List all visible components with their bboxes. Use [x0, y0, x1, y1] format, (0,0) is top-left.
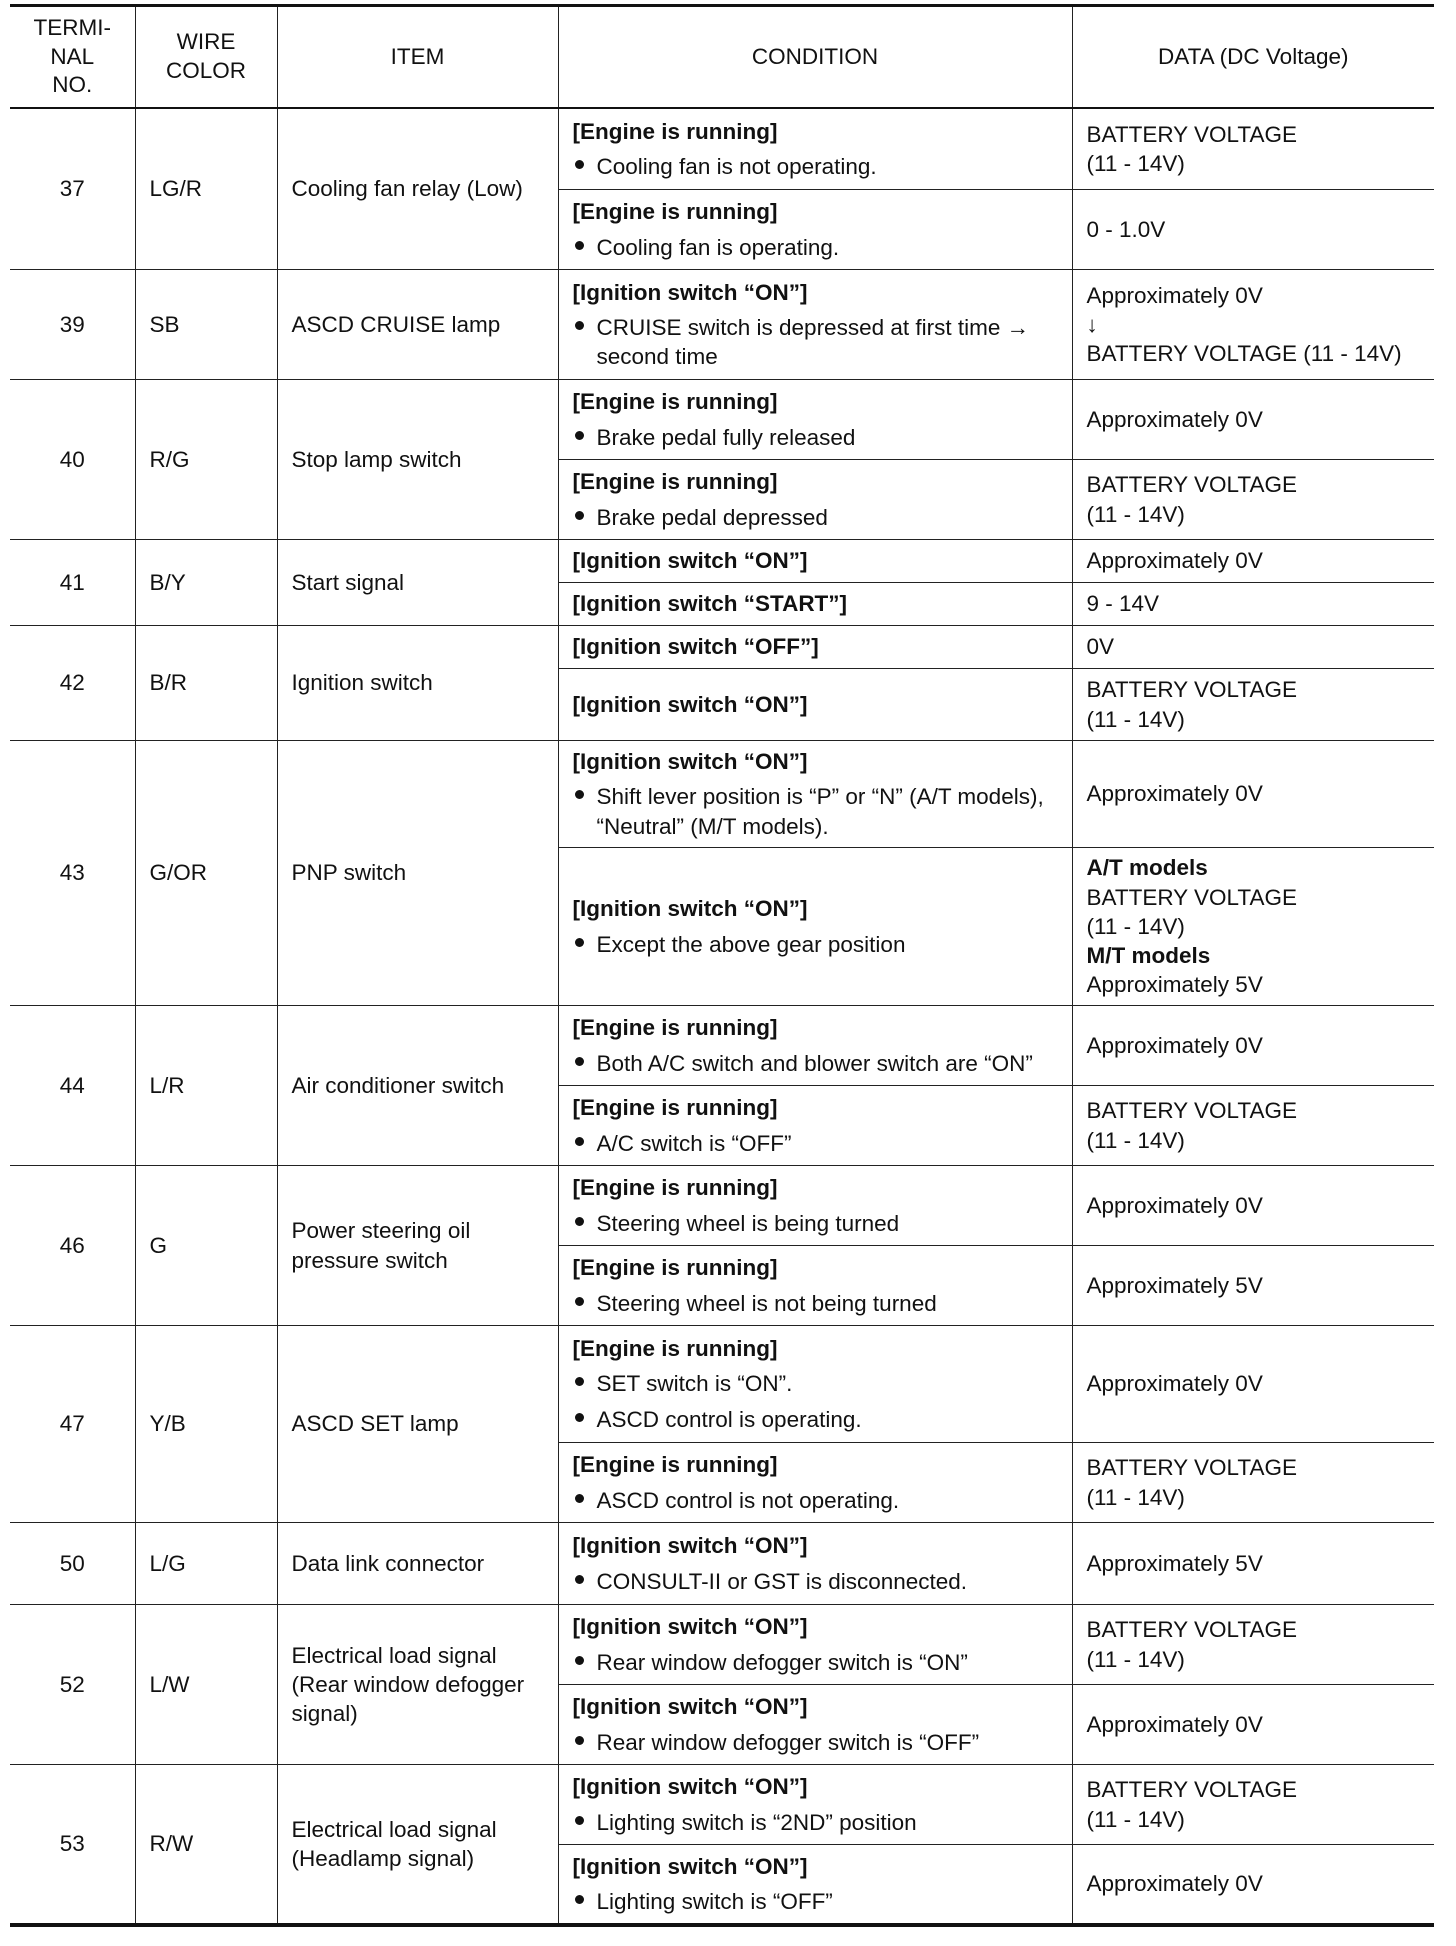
- condition-heading: [Ignition switch “ON”]: [572, 749, 808, 775]
- voltage-data-line: Approximately 0V: [1086, 1192, 1263, 1218]
- voltage-data-line: Approximately 0V: [1086, 1871, 1263, 1897]
- table-row: [10, 1605, 1434, 1685]
- item-cell: Stop lamp switch: [277, 380, 558, 540]
- item-cell: Start signal: [277, 540, 558, 626]
- condition-cell: [558, 741, 1072, 848]
- condition-heading: [Ignition switch “ON”]: [572, 279, 808, 305]
- voltage-data-line: BATTERY VOLTAGE: [1086, 677, 1297, 703]
- wire-color-cell: L/G: [135, 1523, 277, 1605]
- voltage-data-cell: [1072, 1443, 1434, 1523]
- table-row: [10, 270, 1434, 380]
- voltage-data-line: BATTERY VOLTAGE (11 - 14V): [1086, 341, 1402, 367]
- wire-color-cell: R/G: [135, 380, 277, 540]
- item-cell: Ignition switch: [277, 626, 558, 741]
- condition-heading: [Ignition switch “ON”]: [572, 896, 808, 922]
- voltage-data-line: BATTERY VOLTAGE: [1086, 1455, 1297, 1481]
- voltage-data-line: Approximately 0V: [1086, 1032, 1263, 1058]
- voltage-data-cell: [1072, 583, 1434, 626]
- condition-bullet: ASCD control is operating.: [573, 1405, 1064, 1434]
- condition-bullet: Shift lever position is “P” or “N” (A/T models), “Neutral” (M/T models).: [573, 782, 1064, 841]
- item-cell: Electrical load signal (Headlamp signal): [277, 1765, 558, 1925]
- voltage-data-cell: [1072, 669, 1434, 741]
- terminal-number-cell: 47: [10, 1326, 135, 1523]
- condition-cell: [558, 1845, 1072, 1925]
- voltage-data-line: Approximately 0V: [1086, 282, 1263, 308]
- table-row: [10, 540, 1434, 583]
- condition-heading: [Engine is running]: [572, 1255, 778, 1281]
- condition-heading: [Engine is running]: [572, 1015, 778, 1041]
- condition-cell: [558, 1523, 1072, 1605]
- wire-color-cell: L/R: [135, 1006, 277, 1166]
- condition-bullet: ASCD control is not operating.: [573, 1486, 1064, 1515]
- item-cell: PNP switch: [277, 741, 558, 1006]
- item-cell: ASCD CRUISE lamp: [277, 270, 558, 380]
- wire-color-cell: L/W: [135, 1605, 277, 1765]
- voltage-data-line: (11 - 14V): [1086, 1484, 1185, 1510]
- condition-bullet: Lighting switch is “2ND” position: [573, 1808, 1064, 1837]
- voltage-data-line: (11 - 14V): [1086, 501, 1185, 527]
- voltage-data-cell: [1072, 270, 1434, 380]
- condition-heading: [Ignition switch “ON”]: [572, 1614, 808, 1640]
- voltage-data-line: 9 - 14V: [1086, 591, 1160, 617]
- item-cell: Electrical load signal (Rear window defogger signal): [277, 1605, 558, 1765]
- voltage-data-line: ↓: [1086, 311, 1098, 337]
- condition-bullet: Lighting switch is “OFF”: [573, 1887, 1064, 1916]
- voltage-data-cell: [1072, 626, 1434, 669]
- condition-heading: [Engine is running]: [572, 1336, 778, 1362]
- condition-cell: [558, 460, 1072, 540]
- terminal-number-cell: 39: [10, 270, 135, 380]
- header-data: DATA (DC Voltage): [1072, 6, 1434, 108]
- condition-bullet: Brake pedal fully released: [573, 423, 1064, 452]
- condition-bullet: CRUISE switch is depressed at first time → second time: [573, 313, 1064, 372]
- item-cell: ASCD SET lamp: [277, 1326, 558, 1523]
- condition-cell: [558, 1685, 1072, 1765]
- voltage-data-cell: [1072, 1086, 1434, 1166]
- condition-cell: [558, 626, 1072, 669]
- voltage-data-cell: [1072, 1246, 1434, 1326]
- voltage-data-line: Approximately 0V: [1086, 406, 1263, 432]
- condition-bullet: Rear window defogger switch is “OFF”: [573, 1728, 1064, 1757]
- condition-heading: [Engine is running]: [572, 469, 778, 495]
- voltage-data-line: (11 - 14V): [1086, 913, 1185, 939]
- table-row: [10, 1765, 1434, 1845]
- condition-cell: [558, 583, 1072, 626]
- terminal-number-cell: 50: [10, 1523, 135, 1605]
- condition-cell: [558, 540, 1072, 583]
- wire-color-cell: LG/R: [135, 108, 277, 270]
- table-row: [10, 1326, 1434, 1443]
- condition-heading: [Ignition switch “ON”]: [572, 548, 808, 574]
- terminal-number-cell: 40: [10, 380, 135, 540]
- voltage-data-line: (11 - 14V): [1086, 706, 1185, 732]
- condition-cell: [558, 108, 1072, 190]
- table-body: [10, 108, 1434, 1925]
- terminal-number-cell: 53: [10, 1765, 135, 1925]
- voltage-data-cell: [1072, 1605, 1434, 1685]
- voltage-data-line: Approximately 0V: [1086, 1711, 1263, 1737]
- voltage-data-line: Approximately 0V: [1086, 781, 1263, 807]
- item-cell: Data link connector: [277, 1523, 558, 1605]
- wire-color-cell: G: [135, 1166, 277, 1326]
- item-cell: Power steering oil pressure switch: [277, 1166, 558, 1326]
- condition-heading: [Engine is running]: [572, 389, 778, 415]
- condition-bullet: CONSULT-II or GST is disconnected.: [573, 1567, 1064, 1596]
- voltage-data-line: Approximately 5V: [1086, 1550, 1263, 1576]
- voltage-data-cell: [1072, 1326, 1434, 1443]
- condition-bullet: Steering wheel is not being turned: [573, 1289, 1064, 1318]
- condition-bullet: A/C switch is “OFF”: [573, 1129, 1064, 1158]
- condition-cell: [558, 380, 1072, 460]
- condition-bullet: Except the above gear position: [573, 930, 1064, 959]
- voltage-data-line: (11 - 14V): [1086, 1806, 1185, 1832]
- voltage-data-cell: [1072, 108, 1434, 190]
- wire-color-cell: Y/B: [135, 1326, 277, 1523]
- condition-cell: [558, 1326, 1072, 1443]
- voltage-data-line: 0V: [1086, 634, 1115, 660]
- terminal-table: [10, 4, 1434, 1927]
- condition-bullet: SET switch is “ON”.: [573, 1369, 1064, 1398]
- voltage-data-line: Approximately 5V: [1086, 972, 1263, 998]
- voltage-data-cell: [1072, 1765, 1434, 1845]
- condition-heading: [Ignition switch “ON”]: [572, 1853, 808, 1879]
- condition-heading: [Engine is running]: [572, 1452, 778, 1478]
- voltage-data-line: Approximately 5V: [1086, 1272, 1263, 1298]
- condition-cell: [558, 1086, 1072, 1166]
- condition-bullet: Cooling fan is not operating.: [573, 152, 1064, 181]
- voltage-data-line: BATTERY VOLTAGE: [1086, 884, 1297, 910]
- voltage-data-line: Approximately 0V: [1086, 1371, 1263, 1397]
- wire-color-cell: R/W: [135, 1765, 277, 1925]
- condition-heading: [Engine is running]: [572, 1095, 778, 1121]
- table-row: [10, 1523, 1434, 1605]
- wire-color-cell: B/Y: [135, 540, 277, 626]
- condition-heading: [Ignition switch “START”]: [572, 591, 848, 617]
- condition-cell: [558, 270, 1072, 380]
- voltage-data-cell: [1072, 460, 1434, 540]
- header-terminal-no: TERMI- NAL NO.: [10, 6, 135, 108]
- voltage-data-line: BATTERY VOLTAGE: [1086, 1098, 1297, 1124]
- terminal-number-cell: 41: [10, 540, 135, 626]
- terminal-number-cell: 52: [10, 1605, 135, 1765]
- table-row: [10, 380, 1434, 460]
- terminal-number-cell: 37: [10, 108, 135, 270]
- terminal-data-sheet: [10, 4, 1434, 1927]
- voltage-data-cell: [1072, 1166, 1434, 1246]
- condition-cell: [558, 1765, 1072, 1845]
- condition-heading: [Ignition switch “ON”]: [572, 1533, 808, 1559]
- voltage-data-cell: [1072, 741, 1434, 848]
- table-header-row: [10, 6, 1434, 108]
- condition-heading: [Engine is running]: [572, 1175, 778, 1201]
- terminal-number-cell: 42: [10, 626, 135, 741]
- condition-bullet: Cooling fan is operating.: [573, 233, 1064, 262]
- wire-color-cell: SB: [135, 270, 277, 380]
- voltage-data-line: Approximately 0V: [1086, 548, 1263, 574]
- header-wire-color: WIRE COLOR: [135, 6, 277, 108]
- header-condition: CONDITION: [558, 6, 1072, 108]
- condition-cell: [558, 190, 1072, 270]
- voltage-data-line: (11 - 14V): [1086, 150, 1185, 176]
- table-row: [10, 1166, 1434, 1246]
- terminal-number-cell: 46: [10, 1166, 135, 1326]
- voltage-data-cell: [1072, 190, 1434, 270]
- condition-bullet: Steering wheel is being turned: [573, 1209, 1064, 1238]
- condition-cell: [558, 1166, 1072, 1246]
- condition-cell: [558, 1605, 1072, 1685]
- voltage-data-line: BATTERY VOLTAGE: [1086, 472, 1297, 498]
- voltage-data-line: (11 - 14V): [1086, 1127, 1185, 1153]
- condition-cell: [558, 669, 1072, 741]
- table-row: [10, 741, 1434, 848]
- condition-heading: [Ignition switch “ON”]: [572, 691, 808, 717]
- condition-heading: [Ignition switch “OFF”]: [572, 634, 819, 660]
- item-cell: Cooling fan relay (Low): [277, 108, 558, 270]
- condition-cell: [558, 1246, 1072, 1326]
- voltage-data-line: (11 - 14V): [1086, 1646, 1185, 1672]
- voltage-data-cell: [1072, 1006, 1434, 1086]
- voltage-data-line: M/T models: [1086, 943, 1211, 969]
- voltage-data-line: BATTERY VOLTAGE: [1086, 1617, 1297, 1643]
- wire-color-cell: G/OR: [135, 741, 277, 1006]
- condition-bullet: Rear window defogger switch is “ON”: [573, 1648, 1064, 1677]
- condition-heading: [Ignition switch “ON”]: [572, 1774, 808, 1800]
- terminal-number-cell: 44: [10, 1006, 135, 1166]
- condition-heading: [Engine is running]: [572, 118, 778, 144]
- voltage-data-cell: [1072, 1845, 1434, 1925]
- table-row: [10, 108, 1434, 190]
- voltage-data-cell: [1072, 380, 1434, 460]
- table-row: [10, 626, 1434, 669]
- terminal-number-cell: 43: [10, 741, 135, 1006]
- voltage-data-cell: [1072, 1685, 1434, 1765]
- voltage-data-line: 0 - 1.0V: [1086, 216, 1166, 242]
- wire-color-cell: B/R: [135, 626, 277, 741]
- header-item: ITEM: [277, 6, 558, 108]
- condition-bullet: Brake pedal depressed: [573, 503, 1064, 532]
- item-cell: Air conditioner switch: [277, 1006, 558, 1166]
- voltage-data-line: BATTERY VOLTAGE: [1086, 1777, 1297, 1803]
- condition-heading: [Engine is running]: [572, 199, 778, 225]
- table-row: [10, 1006, 1434, 1086]
- voltage-data-cell: [1072, 540, 1434, 583]
- condition-cell: [558, 1443, 1072, 1523]
- voltage-data-cell: [1072, 1523, 1434, 1605]
- condition-cell: [558, 1006, 1072, 1086]
- condition-heading: [Ignition switch “ON”]: [572, 1694, 808, 1720]
- voltage-data-line: A/T models: [1086, 855, 1208, 881]
- voltage-data-cell: [1072, 848, 1434, 1006]
- condition-bullet: Both A/C switch and blower switch are “ON”: [573, 1049, 1064, 1078]
- condition-cell: [558, 848, 1072, 1006]
- voltage-data-line: BATTERY VOLTAGE: [1086, 121, 1297, 147]
